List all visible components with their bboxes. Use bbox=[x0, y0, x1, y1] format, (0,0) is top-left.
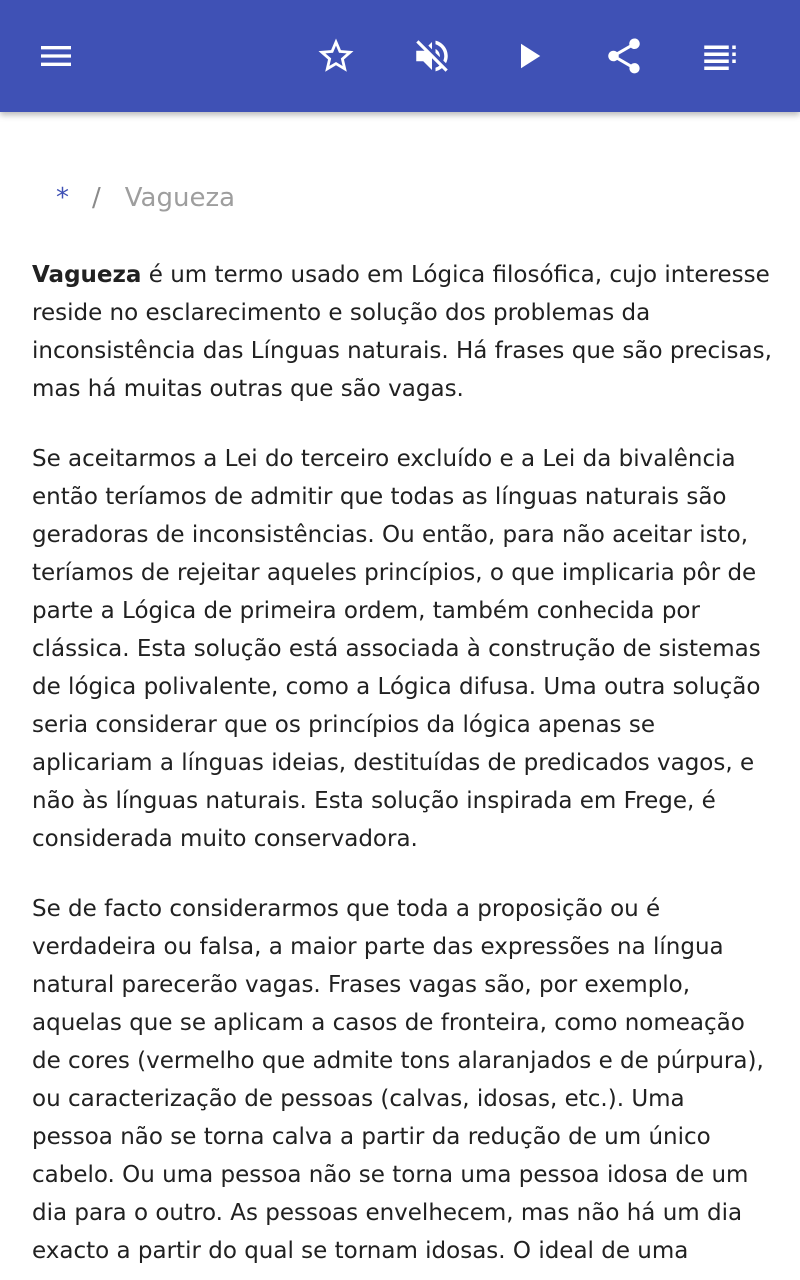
star-outline-icon bbox=[315, 35, 357, 77]
paragraph-3: Se de facto considerarmos que toda a proposição ou é verdadeira ou falsa, a maior parte das expressões na língua natural parecerão vagas. Frases vagas são, por exemplo, aquelas que se aplicam a casos de fronteira, como nomeação de cores (vermelho que admite tons alaranjados e de púrpura), ou caracterização de pessoas (calvas, idosas, etc.). Uma pessoa não se torna calva a partir da redução de um único cabelo. Ou uma pessoa não se torna uma pessoa idosa de um dia para o outro. As pessoas envelhecem, mas não há um dia exacto a partir do qual se tornam idosas. O ideal de uma bbox=[32, 896, 764, 1264]
play-button[interactable] bbox=[496, 24, 560, 88]
breadcrumb-home-link[interactable]: * bbox=[56, 183, 69, 213]
contents-button[interactable] bbox=[688, 24, 752, 88]
mute-button[interactable] bbox=[400, 24, 464, 88]
article-term: Vagueza bbox=[32, 262, 142, 288]
volume-off-icon bbox=[411, 35, 453, 77]
play-icon bbox=[507, 35, 549, 77]
menu-button[interactable] bbox=[24, 24, 88, 88]
bookmark-button[interactable] bbox=[304, 24, 368, 88]
share-button[interactable] bbox=[592, 24, 656, 88]
paragraph-1 bbox=[32, 256, 772, 408]
breadcrumb bbox=[56, 180, 235, 216]
share-icon bbox=[603, 35, 645, 77]
playlist-icon bbox=[699, 35, 741, 77]
article-content bbox=[0, 112, 800, 1280]
paragraph-1-text: é um termo usado em Lógica filosófica, cujo interesse reside no esclarecimento e solução dos problemas da inconsistência das Línguas naturais. Há frases que são precisas, mas há muitas outras que são vagas. bbox=[32, 262, 772, 402]
app-toolbar bbox=[0, 0, 800, 112]
menu-icon bbox=[36, 36, 76, 76]
breadcrumb-current: Vagueza bbox=[124, 183, 236, 213]
paragraph-2: Se aceitarmos a Lei do terceiro excluído e a Lei da bivalência então teríamos de admitir que todas as línguas naturais são geradoras de inconsistências. Ou então, para não aceitar isto, teríamos de rejeitar aqueles princípios, o que implicaria pôr de parte a Lógica de primeira ordem, também conhecida por clássica. Esta solução está associada à construção de sistemas de lógica polivalente, como a Lógica difusa. Uma outra solução seria considerar que os princípios da lógica apenas se aplicariam a línguas ideias, destituídas de predicados vagos, e não às línguas naturais. Esta solução inspirada em Frege, é considerada muito conservadora. bbox=[32, 446, 761, 852]
breadcrumb-separator: / bbox=[92, 183, 101, 213]
article-body bbox=[32, 256, 772, 1280]
